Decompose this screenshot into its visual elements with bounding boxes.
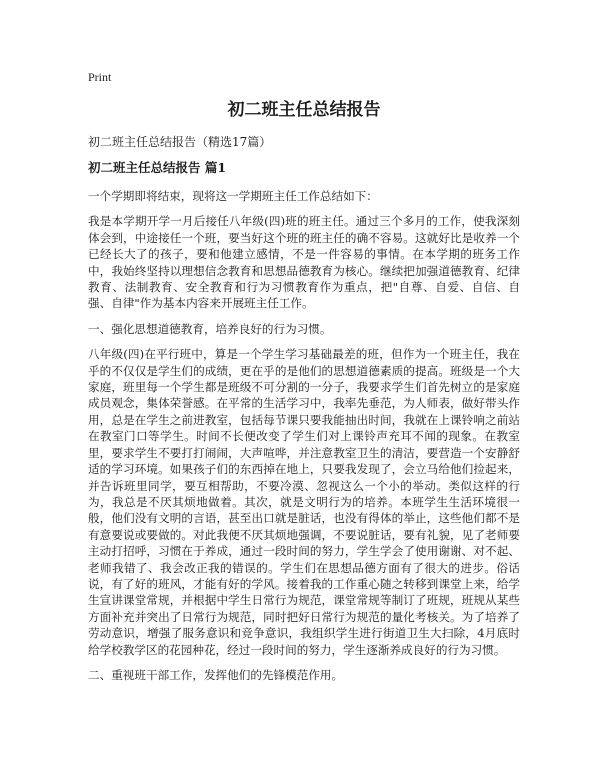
- document-subtitle: 初二班主任总结报告（精选17篇）: [88, 135, 272, 149]
- paragraph-point-one-heading: 一、强化思想道德教育，培养良好的行为习惯。: [88, 321, 332, 336]
- section-heading: 初二班主任总结报告 篇1: [88, 160, 227, 175]
- document-title: 初二班主任总结报告: [227, 100, 381, 120]
- paragraph-overview: 我是本学期开学一月后接任八年级(四)班的班主任。通过三个多月的工作，使我深刻体会到，中途接任一个班，要当好这个班的班主任的确不容易。这就好比是收养一个已经长大了的孩子，要和他建立感情，不是一件容易的事情。在本学期的班务工作中，我始终坚持以理想信念教育和思想品德教育为核心。继续把加强道德教育、纪律教育、法制教育、安全教育和行为习惯教育作为重点，把"自尊、自爱、自信、自强、自律"作为基本内容来开展班主任工作。: [88, 214, 520, 311]
- document-body: [88, 188, 520, 692]
- paragraph-intro: 一个学期即将结束，现将这一学期班主任工作总结如下：: [88, 189, 378, 203]
- paragraph-point-two-heading: 二、重视班干部工作，发挥他们的先锋模范作用。: [88, 667, 344, 682]
- paragraph-point-one-body: 八年级(四)在平行班中，算是一个学生学习基础最差的班，但作为一个班主任，我在乎的不仅仅是学生们的成绩，更在乎的是他们的思想道德素质的提高。班级是一个大家庭，班里每一个学生都是班级不可分割的一分子，我要求学生们首先树立的是家庭成员观念，集体荣誉感。在平常的生活学习中，我率先垂范，为人师表，做好带头作用，总是在学生之前进教室，包括每节课只要我能抽出时间，我就在上课铃响之前站在教室门口等学生。时间不长便改变了学生们对上课铃声充耳不闻的现象。在教室里，要求学生不要打打闹闹，大声喧哗，并注意教室卫生的清洁，要营造一个安静舒适的学习环境。如果孩子们的东西掉在地上，只要我发现了，会立马给他们捡起来，并告诉班里同学，要互相帮助，不要冷漠、忽视这么一个小的举动。类似这样的行为，我总是不厌其烦地做着。其次，就是文明行为的培养。本班学生生活环境很一般，他们没有文明的言语，甚至出口就是脏话，也没有得体的举止，这些他们都不是有意要说或要做的。对此我便不厌其烦地强调，不要说脏话，要有礼貌，见了老师要主动打招呼，习惯在于养成，通过一段时间的努力，学生学会了使用谢谢、对不起、老师我错了、我会改正我的错误的。学生们在思想品德方面有了很大的进步。俗话说，有了好的班风，才能有好的学风。接着我的工作重心随之转移到课堂上来，给学生宣讲课堂常规，并根据中学生日常行为规范，课堂常规等制订了班规，班规从某些方面补充并突出了日常行为规范，同时把好日常行为规范的量化考核关。为了培养了劳动意识，增强了服务意识和竞争意识，我组织学生进行街道卫生大扫除，4月底时给学校教学区的花园种花，经过一段时间的努力，学生逐渐养成良好的行为习惯。: [88, 347, 520, 657]
- print-link[interactable]: Print: [88, 70, 112, 84]
